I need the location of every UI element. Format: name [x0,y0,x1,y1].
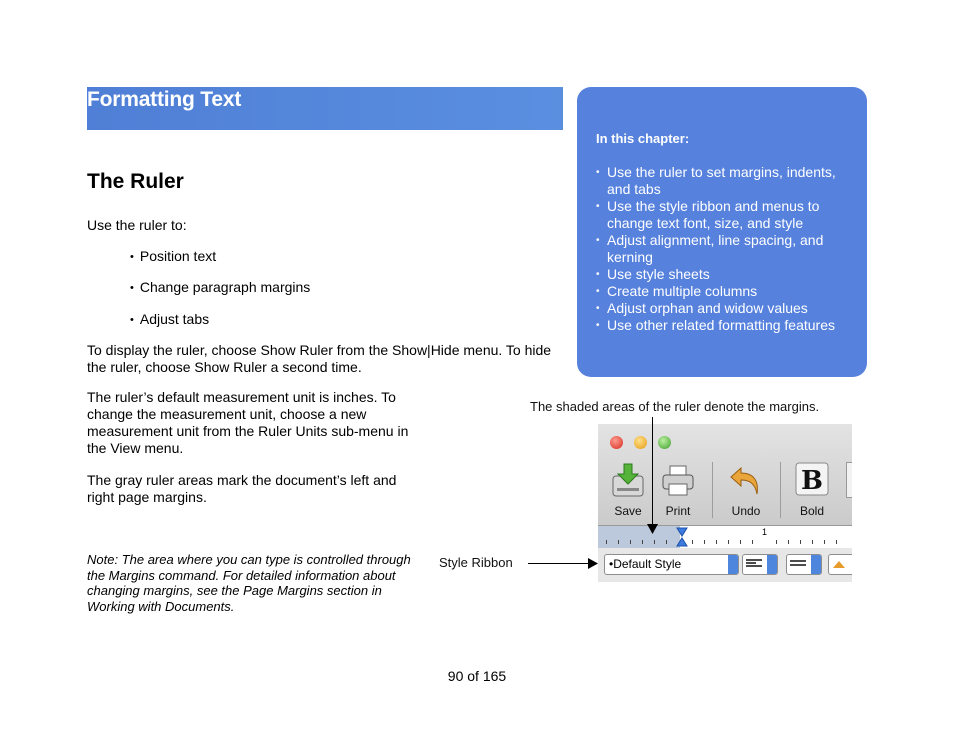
print-button[interactable] [660,462,696,518]
app-screenshot [598,424,852,582]
chevron-down-icon [811,555,821,574]
undo-label: Undo [731,504,761,518]
figure-caption-margins: The shaded areas of the ruler denote the margins. [530,399,820,414]
bold-button[interactable] [794,462,830,518]
style-ribbon [598,548,852,582]
paragraph-gray-areas: The gray ruler areas mark the document’s left and right page margins. [87,472,397,505]
chapter-title: Formatting Text [87,88,242,111]
arrow-down-icon [647,524,658,534]
ruler-number: 1 [762,527,768,537]
chevron-down-icon [728,555,738,574]
close-window-icon[interactable] [610,436,623,449]
save-icon [611,462,645,498]
print-label: Print [665,504,691,518]
chapter-summary-list [596,164,852,334]
print-icon [661,462,695,498]
list-item: • Create multiple columns [596,283,852,300]
margins-callout-line [652,417,653,527]
note-text: Note: The area where you can type is controlled through the Margins command. For detailed information about changing margins, see the Page Margins section in Working with Documents. [87,552,411,614]
paragraph-measurement-unit: The ruler’s default measurement unit is inches. To change the measurement unit, choose a new measurement unit from the Ruler Units sub-menu in the View menu. [87,389,409,456]
list-item: • Use other related formatting features [596,317,852,334]
save-button[interactable] [610,462,646,518]
list-item [130,279,310,295]
figure-caption-style-ribbon: Style Ribbon [439,555,513,570]
toolbar-divider [780,462,781,518]
zoom-window-icon[interactable] [658,436,671,449]
list-item: • Adjust alignment, line spacing, and kerning [596,232,852,266]
page-number: 90 of 165 [447,668,507,684]
undo-button[interactable] [726,462,766,518]
chapter-summary-heading: In this chapter: [596,131,690,146]
ruler-margin-shading [598,526,680,548]
list-item [130,248,216,264]
tab-type-select[interactable] [828,554,852,575]
tab-stop-icon [832,559,846,569]
bold-icon [795,462,829,498]
intro-text: Use the ruler to: [87,217,187,233]
svg-text:B: B [801,466,823,496]
minimize-window-icon[interactable] [634,436,647,449]
style-select-value: •Default Style [609,557,682,571]
paragraph-show-ruler: To display the ruler, choose Show Ruler from the Show|Hide menu. To hide the ruler, choose Show Ruler a second time. [87,342,552,375]
margin-marker-icon[interactable] [676,527,688,547]
list-item: • Use the ruler to set margins, indents, and tabs [596,164,852,198]
line-spacing-icon [790,560,806,568]
alignment-select[interactable] [742,554,778,575]
section-title: The Ruler [87,170,184,193]
list-item-text: Adjust tabs [139,311,210,327]
save-label: Save [614,504,642,518]
line-spacing-select[interactable] [786,554,822,575]
bold-label: Bold [799,504,825,518]
style-select[interactable] [604,554,739,575]
list-item-text: Change paragraph margins [139,279,311,295]
list-item: • Adjust orphan and widow values [596,300,852,317]
chevron-down-icon [767,555,777,574]
list-item: • Use style sheets [596,266,852,283]
toolbar-overflow-button[interactable] [846,462,852,498]
arrow-right-icon [588,558,598,569]
toolbar-divider [712,462,713,518]
list-item: • Use the style ribbon and menus to change text font, size, and style [596,198,852,232]
undo-icon [729,462,763,498]
list-item-text: Position text [139,248,217,264]
align-left-icon [746,559,762,569]
list-item [130,311,209,327]
ruler[interactable] [598,525,852,549]
ribbon-callout-line [528,563,590,564]
